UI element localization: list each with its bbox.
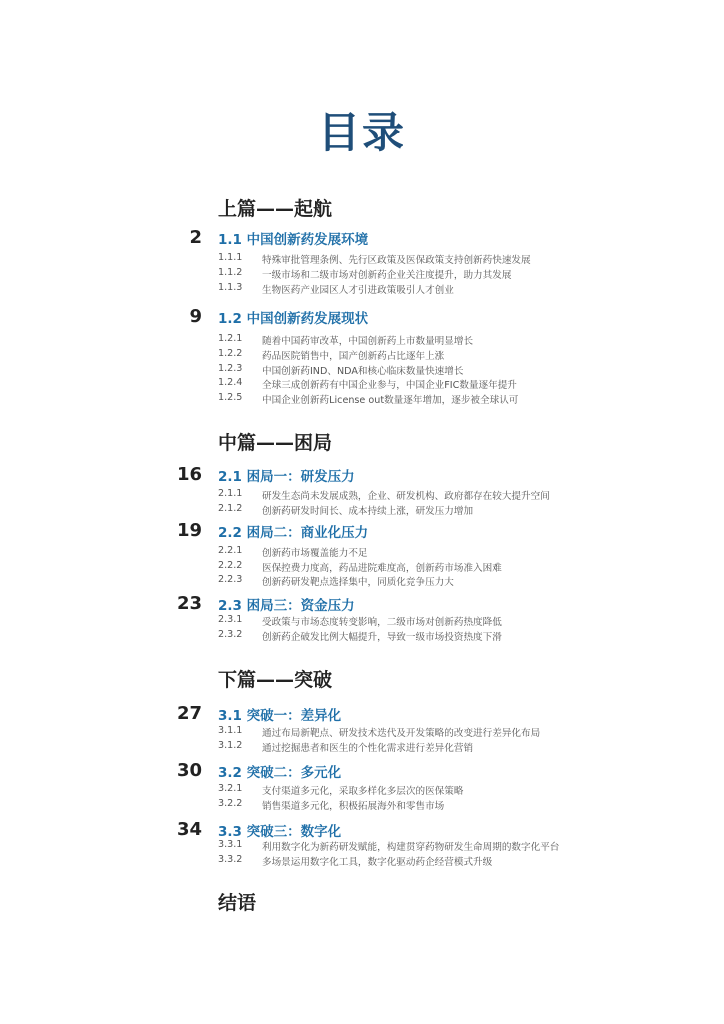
part-title: 下篇——突破 xyxy=(218,669,333,691)
subsection-title: 特殊审批管理条例、先行区政策及医保政策支持创新药快速发展 xyxy=(262,255,531,266)
subsection-number: 2.2.3 xyxy=(218,574,243,585)
toc-section[interactable] xyxy=(0,307,724,327)
subsection-number: 1.2.4 xyxy=(218,377,243,388)
subsection-title: 中国创新药IND、NDA和核心临床数量快速增长 xyxy=(262,366,464,377)
subsection-number: 3.2.2 xyxy=(218,798,243,809)
subsection-title: 创新药研发时间长、成本持续上涨，研发压力增加 xyxy=(262,506,474,517)
subsection-number: 3.2.1 xyxy=(218,783,243,794)
toc-subsection[interactable] xyxy=(0,783,724,797)
toc-subsection[interactable] xyxy=(0,503,724,517)
section-title[interactable]: 1.2 中国创新药发展现状 xyxy=(218,311,369,327)
subsection-title: 生物医药产业园区人才引进政策吸引人才创业 xyxy=(262,285,454,296)
subsection-title: 创新药企破发比例大幅提升，导致一级市场投资热度下滑 xyxy=(262,632,502,643)
subsection-title: 创新药研发靶点选择集中，同质化竞争压力大 xyxy=(262,577,454,588)
toc-section[interactable] xyxy=(0,594,724,614)
section-page-number: 2 xyxy=(189,227,202,248)
subsection-number: 2.1.1 xyxy=(218,488,243,499)
toc-subsection[interactable] xyxy=(0,839,724,853)
toc-subsection[interactable] xyxy=(0,740,724,754)
toc-subsection[interactable] xyxy=(0,488,724,502)
toc-subsection[interactable] xyxy=(0,282,724,296)
subsection-number: 2.2.1 xyxy=(218,545,243,556)
section-page-number: 23 xyxy=(176,593,202,614)
subsection-title: 中国企业创新药License out数量逐年增加，逐步被全球认可 xyxy=(262,395,519,406)
subsection-number: 2.3.2 xyxy=(218,629,243,640)
section-title[interactable]: 2.3 困局三：资金压力 xyxy=(218,598,355,614)
toc-subsection[interactable] xyxy=(0,854,724,868)
toc-section[interactable] xyxy=(0,820,724,840)
section-page-number: 27 xyxy=(176,703,202,724)
part-title: 中篇——困局 xyxy=(218,432,333,454)
subsection-title: 一级市场和二级市场对创新药企业关注度提升，助力其发展 xyxy=(262,270,512,281)
subsection-number: 2.3.1 xyxy=(218,614,243,625)
subsection-title: 全球三成创新药有中国企业参与，中国企业FIC数量逐年提升 xyxy=(262,380,517,391)
subsection-title: 通过挖掘患者和医生的个性化需求进行差异化营销 xyxy=(262,743,474,754)
toc-subsection[interactable] xyxy=(0,545,724,559)
toc-subsection[interactable] xyxy=(0,614,724,628)
subsection-title: 多场景运用数字化工具，数字化驱动药企经营模式升级 xyxy=(262,857,493,868)
subsection-number: 1.2.2 xyxy=(218,348,243,359)
toc-subsection[interactable] xyxy=(0,629,724,643)
section-title[interactable]: 3.1 突破一：差异化 xyxy=(218,708,342,724)
subsection-title: 受政策与市场态度转变影响，二级市场对创新药热度降低 xyxy=(262,617,502,628)
toc-section[interactable] xyxy=(0,228,724,248)
page-title: 目录 xyxy=(317,108,406,157)
toc-subsection[interactable] xyxy=(0,725,724,739)
subsection-number: 1.2.3 xyxy=(218,363,243,374)
subsection-number: 3.3.2 xyxy=(218,854,243,865)
section-page-number: 34 xyxy=(176,819,202,840)
subsection-number: 3.1.1 xyxy=(218,725,243,736)
subsection-number: 1.1.2 xyxy=(218,267,243,278)
subsection-title: 药品医院销售中，国产创新药占比逐年上涨 xyxy=(262,351,445,362)
subsection-number: 3.1.2 xyxy=(218,740,243,751)
toc-subsection[interactable] xyxy=(0,267,724,281)
toc-subsection[interactable] xyxy=(0,333,724,347)
subsection-title: 利用数字化为新药研发赋能，构建贯穿药物研发生命周期的数字化平台 xyxy=(262,842,560,853)
toc-subsection[interactable] xyxy=(0,252,724,266)
subsection-number: 1.2.5 xyxy=(218,392,243,403)
section-title[interactable]: 2.1 困局一：研发压力 xyxy=(218,469,355,485)
part-title: 上篇——起航 xyxy=(218,198,333,220)
toc-section[interactable] xyxy=(0,761,724,781)
toc-section[interactable] xyxy=(0,521,724,541)
subsection-title: 研发生态尚未发展成熟，企业、研发机构、政府都存在较大提升空间 xyxy=(262,491,550,502)
toc-subsection[interactable] xyxy=(0,560,724,574)
subsection-number: 2.1.2 xyxy=(218,503,243,514)
subsection-number: 1.1.3 xyxy=(218,282,243,293)
section-title[interactable]: 1.1 中国创新药发展环境 xyxy=(218,232,369,248)
conclusion-title[interactable]: 结语 xyxy=(218,892,257,914)
subsection-title: 创新药市场覆盖能力不足 xyxy=(262,548,368,559)
section-title[interactable]: 3.3 突破三：数字化 xyxy=(218,824,342,840)
section-page-number: 30 xyxy=(176,760,202,781)
subsection-title: 支付渠道多元化，采取多样化多层次的医保策略 xyxy=(262,786,464,797)
subsection-number: 2.2.2 xyxy=(218,560,243,571)
subsection-title: 医保控费力度高，药品进院难度高，创新药市场准入困难 xyxy=(262,563,502,574)
toc-section[interactable] xyxy=(0,704,724,724)
subsection-title: 销售渠道多元化，积极拓展海外和零售市场 xyxy=(262,801,445,812)
subsection-title: 通过布局新靶点、研发技术迭代及开发策略的改变进行差异化布局 xyxy=(262,728,541,739)
toc-subsection[interactable] xyxy=(0,363,724,377)
section-title[interactable]: 2.2 困局二：商业化压力 xyxy=(218,525,369,541)
subsection-number: 3.3.1 xyxy=(218,839,243,850)
section-page-number: 9 xyxy=(189,306,202,327)
toc-subsection[interactable] xyxy=(0,348,724,362)
section-page-number: 16 xyxy=(176,464,202,485)
toc-subsection[interactable] xyxy=(0,392,724,406)
section-page-number: 19 xyxy=(176,520,202,541)
toc-subsection[interactable] xyxy=(0,798,724,812)
section-title[interactable]: 3.2 突破二：多元化 xyxy=(218,765,342,781)
subsection-title: 随着中国药审改革，中国创新药上市数量明显增长 xyxy=(262,336,474,347)
subsection-number: 1.2.1 xyxy=(218,333,243,344)
toc-section[interactable] xyxy=(0,465,724,485)
toc-subsection[interactable] xyxy=(0,377,724,391)
subsection-number: 1.1.1 xyxy=(218,252,243,263)
toc-subsection[interactable] xyxy=(0,574,724,588)
